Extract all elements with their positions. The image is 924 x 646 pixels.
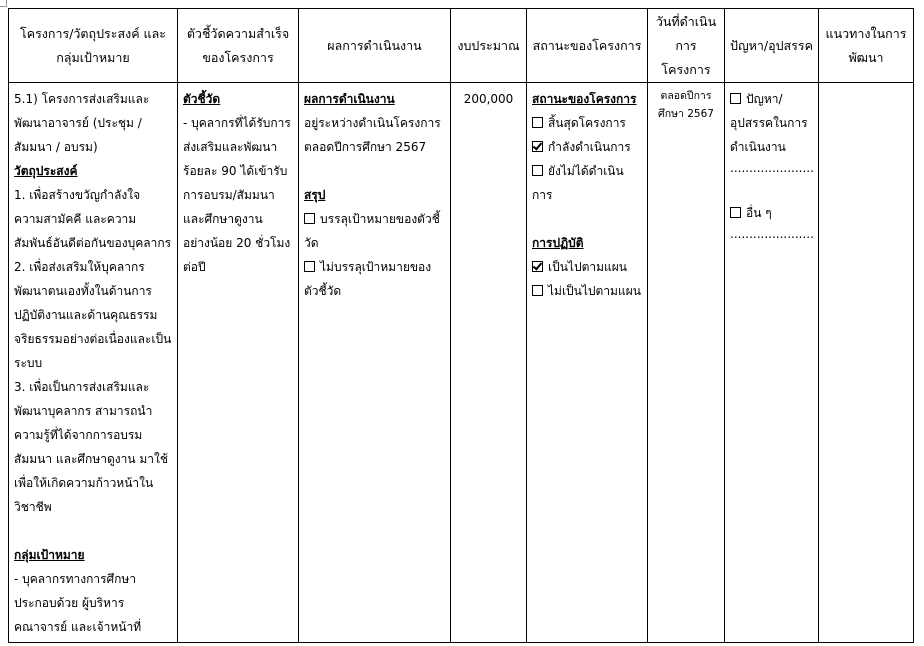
summary-heading: สรุป bbox=[304, 188, 326, 202]
target-heading: กลุ่มเป้าหมาย bbox=[14, 548, 85, 562]
header-results: ผลการดำเนินงาน bbox=[299, 9, 451, 83]
page-corner-mark bbox=[0, 0, 7, 7]
objective-1: 1. เพื่อสร้างขวัญกำลังใจ ความสามัคคี และความสัมพันธ์อันดีต่อกันของบุคลากร bbox=[14, 188, 172, 250]
option-not-as-planned[interactable]: ไม่เป็นไปตามแผน bbox=[532, 279, 642, 303]
problem-dots: ...................... bbox=[730, 161, 814, 175]
header-row bbox=[9, 9, 914, 83]
checkbox-icon[interactable] bbox=[730, 93, 741, 104]
project-name: 5.1) โครงการส่งเสริมและพัฒนาอาจารย์ (ประชุม / สัมมนา / อบรม) bbox=[14, 92, 150, 154]
checkbox-icon[interactable] bbox=[532, 117, 543, 128]
objective-2: 2. เพื่อส่งเสริมให้บุคลากรพัฒนาตนเองทั้งในด้านการปฏิบัติงานและด้านคุณธรรมจริยธรรมอย่างต่อเนื่องและเป็นระบบ bbox=[14, 260, 172, 370]
checkbox-icon[interactable] bbox=[532, 285, 543, 296]
option-other[interactable]: อื่น ๆ bbox=[730, 201, 813, 225]
header-date: วันที่ดำเนินการโครงการ bbox=[648, 9, 725, 83]
indicator-text: - บุคลากรที่ได้รับการส่งเสริมและพัฒนา ร้อยละ 90 ได้เข้ารับการอบรม/สัมมนา และศึกษาดูงาน อย่างน้อย 20 ชั่วโมงต่อปี bbox=[183, 116, 291, 274]
objective-3: 3. เพื่อเป็นการส่งเสริมและพัฒนาบุคลากร สามารถนำความรู้ที่ได้จากการอบรม สัมมนา และศึกษาดูงาน มาใช้เพื่อให้เกิดความก้าวหน้าในวิชาชีพ bbox=[14, 380, 169, 514]
date-cell bbox=[648, 83, 725, 643]
header-indicator: ตัวชี้วัดความสำเร็จของโครงการ bbox=[178, 9, 299, 83]
option-problem[interactable]: ปัญหา/อุปสรรคในการดำเนินงาน bbox=[730, 92, 808, 154]
header-guidelines: แนวทางในการพัฒนา bbox=[819, 9, 914, 83]
results-cell bbox=[299, 83, 451, 643]
option-done[interactable]: สิ้นสุดโครงการ bbox=[532, 111, 642, 135]
results-text: อยู่ระหว่างดำเนินโครงการตลอดปีการศึกษา 2567 bbox=[304, 116, 441, 154]
guidelines-cell bbox=[819, 83, 914, 643]
checkbox-checked-icon[interactable] bbox=[532, 261, 543, 272]
date-text: ตลอดปีการศึกษา 2567 bbox=[658, 90, 714, 120]
header-project: โครงการ/วัตถุประสงค์ และกลุ่มเป้าหมาย bbox=[9, 9, 178, 83]
project-cell bbox=[9, 83, 178, 643]
option-not-met[interactable]: ไม่บรรลุเป้าหมายของตัวชี้วัด bbox=[304, 260, 432, 298]
checkbox-checked-icon[interactable] bbox=[532, 141, 543, 152]
header-problems: ปัญหา/อุปสรรค bbox=[725, 9, 819, 83]
indicator-heading: ตัวชี้วัด bbox=[183, 92, 221, 106]
target-text: - บุคลากรทางการศึกษา ประกอบด้วย ผู้บริหาร คณาจารย์ และเจ้าหน้าที่ bbox=[14, 572, 142, 634]
checkbox-icon[interactable] bbox=[532, 165, 543, 176]
checkbox-icon[interactable] bbox=[730, 207, 741, 218]
problems-cell bbox=[725, 83, 819, 643]
objectives-heading: วัตถุประสงค์ bbox=[14, 164, 78, 178]
header-budget: งบประมาณ bbox=[451, 9, 527, 83]
results-heading: ผลการดำเนินงาน bbox=[304, 92, 395, 106]
option-not-started[interactable]: ยังไม่ได้ดำเนินการ bbox=[532, 164, 624, 202]
budget-cell bbox=[451, 83, 527, 643]
practice-heading: การปฏิบัติ bbox=[532, 236, 584, 250]
checkbox-icon[interactable] bbox=[304, 261, 315, 272]
budget-amount: 200,000 bbox=[463, 92, 514, 106]
header-status: สถานะของโครงการ bbox=[527, 9, 648, 83]
status-heading: สถานะของโครงการ bbox=[532, 92, 637, 106]
project-report-table bbox=[8, 8, 914, 643]
option-in-progress[interactable]: กำลังดำเนินการ bbox=[532, 135, 642, 159]
option-as-planned[interactable]: เป็นไปตามแผน bbox=[532, 255, 642, 279]
table-row bbox=[9, 83, 914, 643]
option-met[interactable]: บรรลุเป้าหมายของตัวชี้วัด bbox=[304, 212, 440, 250]
indicator-cell bbox=[178, 83, 299, 643]
other-dots: ...................... bbox=[730, 227, 814, 241]
status-cell bbox=[527, 83, 648, 643]
checkbox-icon[interactable] bbox=[304, 213, 315, 224]
